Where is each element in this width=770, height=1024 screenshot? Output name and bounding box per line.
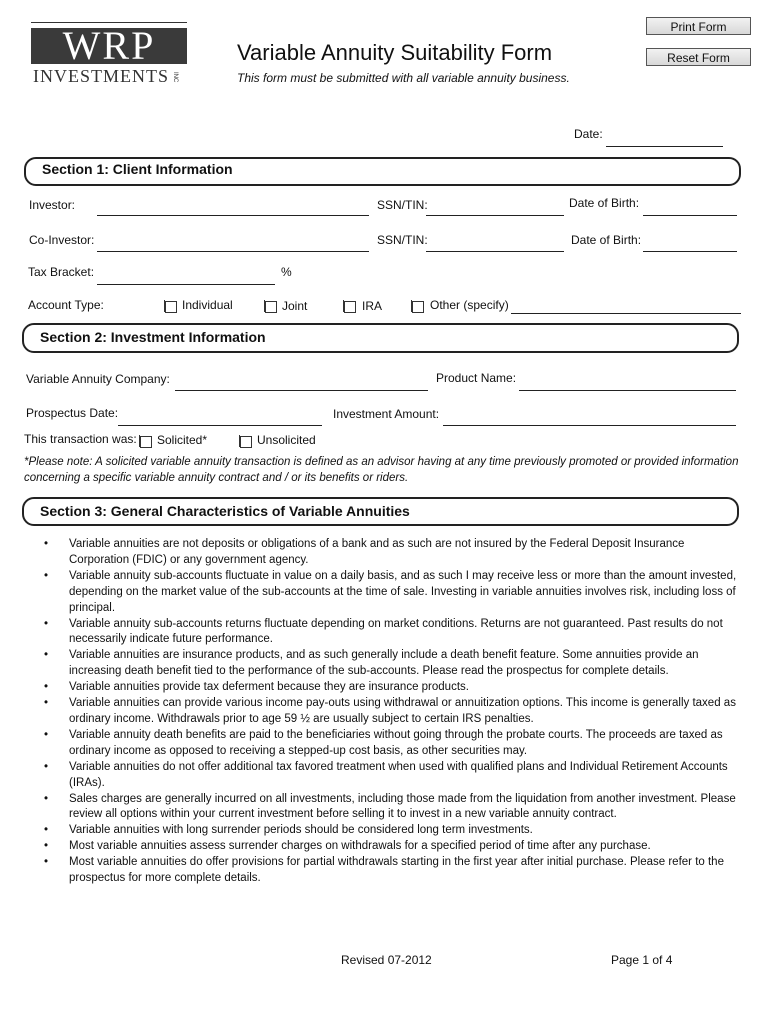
transaction-label: This transaction was: bbox=[24, 432, 137, 446]
va-company-label: Variable Annuity Company: bbox=[26, 372, 170, 386]
tax-bracket-label: Tax Bracket: bbox=[28, 265, 95, 279]
logo-mark-text: INC bbox=[172, 72, 178, 83]
investment-amount-field[interactable] bbox=[443, 425, 736, 426]
dob-field-2[interactable] bbox=[643, 251, 737, 252]
solicited-note: *Please note: A solicited variable annuity transaction is defined as an advisor having at any time previously promoted or provided information concerning a specific variable annuity contract and / or its benefits or riders. bbox=[24, 456, 739, 484]
investor-label: Investor: bbox=[29, 198, 76, 212]
joint-label: Joint bbox=[282, 299, 308, 313]
logo-main-text: WRP bbox=[62, 23, 156, 68]
section-1-title: Section 1: Client Information bbox=[42, 161, 233, 177]
revised-date: Revised 07-2012 bbox=[341, 953, 432, 967]
investment-amount-label: Investment Amount: bbox=[333, 407, 440, 421]
section-3-title: Section 3: General Characteristics of Variable Annuities bbox=[40, 503, 410, 519]
product-name-label: Product Name: bbox=[436, 371, 517, 385]
list-item: • Variable annuities with long surrender periods should be considered long term investments. bbox=[44, 823, 740, 839]
list-item: • Variable annuities can provide various income pay-outs using withdrawal or annuitization options. This income is generally taxed as ordinary income. Withdrawals prior to age 59 ½ are usually subject to certain IRS penalties. bbox=[44, 696, 740, 728]
characteristics-list bbox=[44, 537, 740, 887]
joint-checkbox[interactable] bbox=[265, 301, 277, 313]
solicited-checkbox[interactable] bbox=[140, 436, 152, 448]
ssn-label-1: SSN/TIN: bbox=[377, 198, 428, 212]
print-form-button[interactable]: Print Form bbox=[646, 17, 751, 35]
date-field[interactable] bbox=[606, 146, 723, 147]
section-3-header bbox=[22, 497, 739, 526]
section-2-title: Section 2: Investment Information bbox=[40, 329, 266, 345]
product-name-field[interactable] bbox=[519, 390, 736, 391]
solicited-label: Solicited* bbox=[157, 433, 208, 447]
ssn-label-2: SSN/TIN: bbox=[377, 233, 428, 247]
list-item: • Variable annuities do not offer additional tax favored treatment when used with qualified plans and Individual Retirement Accounts (IRAs). bbox=[44, 760, 740, 792]
reset-form-button[interactable]: Reset Form bbox=[646, 48, 751, 66]
list-item: • Most variable annuities assess surrender charges on withdrawals for a specified period of time after any purchase. bbox=[44, 839, 740, 855]
logo-sub-text: INVESTMENTS bbox=[33, 66, 169, 86]
prospectus-date-field[interactable] bbox=[118, 425, 322, 426]
unsolicited-label: Unsolicited bbox=[257, 433, 316, 447]
list-item: • Variable annuities provide tax deferment because they are insurance products. bbox=[44, 680, 740, 696]
section-2-header bbox=[22, 323, 739, 353]
other-specify-field[interactable] bbox=[511, 313, 741, 314]
dob-label-1: Date of Birth: bbox=[569, 196, 640, 210]
wrp-logo bbox=[31, 22, 187, 100]
ssn-field-1[interactable] bbox=[426, 215, 564, 216]
account-type-label: Account Type: bbox=[28, 298, 104, 312]
list-item: • Sales charges are generally incurred on all investments, including those made from the liquidation from another investment. Please review all options within your current investment before selling it to invest in a new variable annuity contract. bbox=[44, 792, 740, 824]
list-item: • Variable annuity death benefits are paid to the beneficiaries without going through the probate courts. The proceeds are taxed as ordinary income as opposed to receiving a stepped-up cost basis, as other securities may. bbox=[44, 728, 740, 760]
va-company-field[interactable] bbox=[175, 390, 428, 391]
dob-field-1[interactable] bbox=[643, 215, 737, 216]
other-label: Other (specify) bbox=[430, 298, 509, 312]
investor-field[interactable] bbox=[97, 215, 369, 216]
individual-label: Individual bbox=[182, 298, 233, 312]
section-1-header bbox=[24, 157, 741, 186]
ira-label: IRA bbox=[362, 299, 383, 313]
tax-bracket-field[interactable] bbox=[97, 284, 275, 285]
individual-checkbox[interactable] bbox=[165, 301, 177, 313]
unsolicited-checkbox[interactable] bbox=[240, 436, 252, 448]
page-title: Variable Annuity Suitability Form bbox=[237, 40, 553, 65]
page-subtitle: This form must be submitted with all variable annuity business. bbox=[237, 71, 570, 85]
prospectus-date-label: Prospectus Date: bbox=[26, 406, 119, 420]
list-item: • Variable annuity sub-accounts fluctuate in value on a daily basis, and as such I may receive less or more than the amount invested, depending on the market value of the sub-accounts at the time of sale. Investing in variable annuities involves risk, including loss of principal. bbox=[44, 569, 740, 617]
ssn-field-2[interactable] bbox=[426, 251, 564, 252]
date-label: Date: bbox=[574, 127, 603, 141]
page-number: Page 1 of 4 bbox=[611, 953, 673, 967]
coinvestor-field[interactable] bbox=[97, 251, 369, 252]
list-item: • Variable annuities are insurance products, and as such generally include a death benefit feature. Some annuities provide an increasing death benefit tied to the performance of the sub-accounts. Please read the prospectus for complete details. bbox=[44, 648, 740, 680]
other-checkbox[interactable] bbox=[412, 301, 424, 313]
list-item: • Variable annuities are not deposits or obligations of a bank and as such are not insured by the Federal Deposit Insurance Corporation (FDIC) or any government agency. bbox=[44, 537, 740, 569]
dob-label-2: Date of Birth: bbox=[571, 233, 642, 247]
list-item: • Variable annuity sub-accounts returns fluctuate depending on market conditions. Returns are not guaranteed. Past results do not necessarily indicate future performance. bbox=[44, 617, 740, 649]
coinvestor-label: Co-Investor: bbox=[29, 233, 95, 247]
percent-sign: % bbox=[281, 265, 292, 279]
ira-checkbox[interactable] bbox=[344, 301, 356, 313]
list-item: • Most variable annuities do offer provisions for partial withdrawals starting in the first year after initial purchase. Please refer to the prospectus for more complete details. bbox=[44, 855, 740, 887]
